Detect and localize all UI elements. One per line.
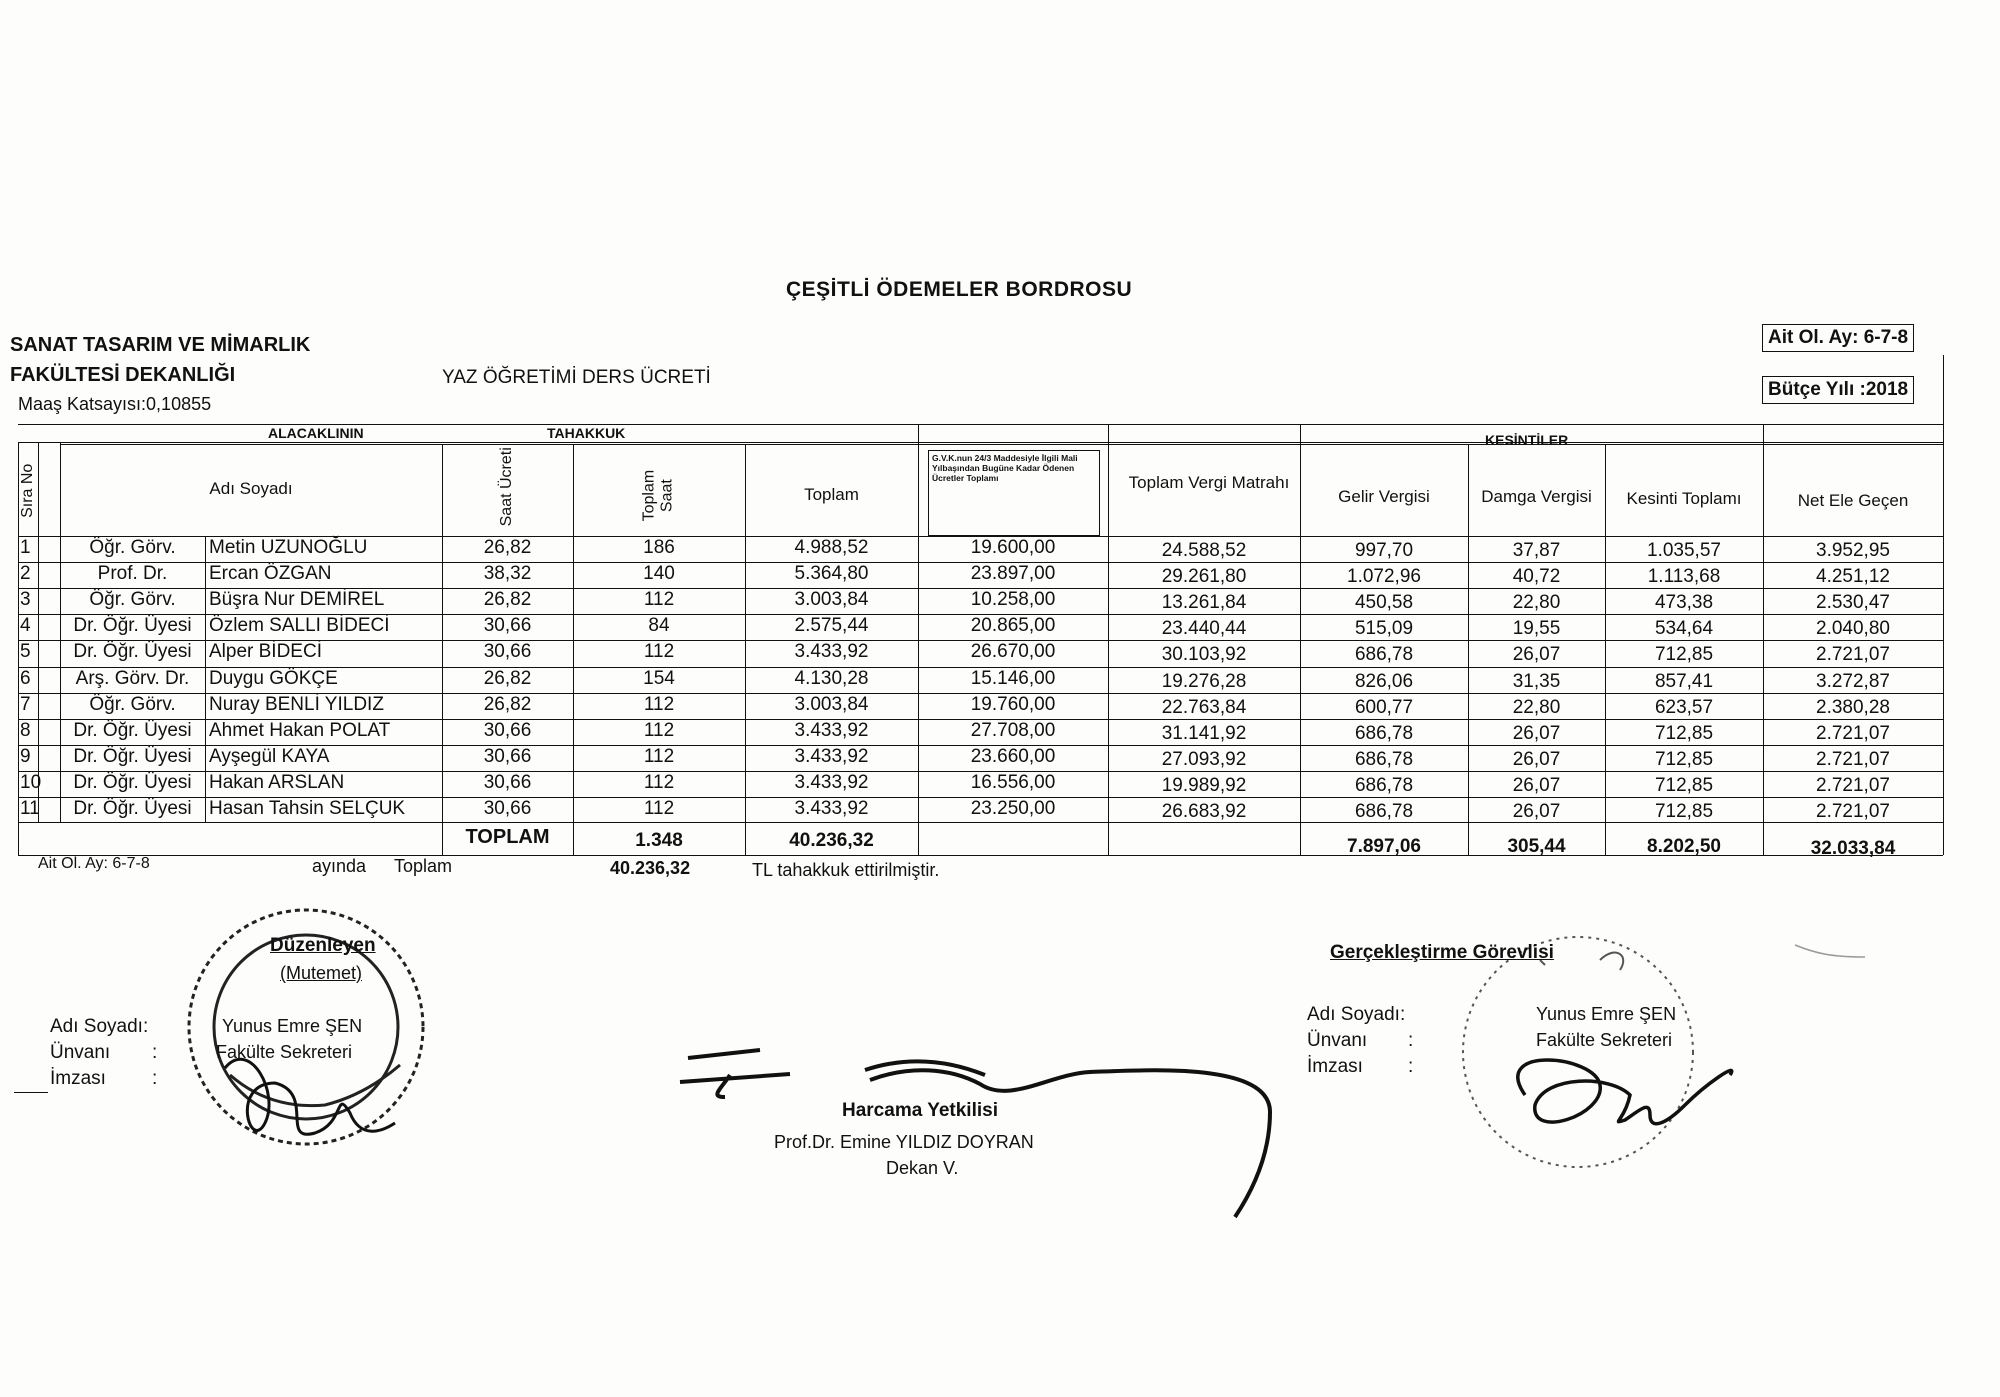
cell-title: Öğr. Görv. [89, 693, 176, 715]
cell-ded: 623,57 [1654, 696, 1714, 718]
totals-label: TOPLAM [465, 826, 550, 848]
cell-hours: 112 [643, 745, 675, 767]
cell-hours: 112 [643, 693, 675, 715]
totals-stamp-tax: 305,44 [1507, 836, 1566, 857]
cell-net: 2.721,07 [1816, 722, 1890, 744]
cell-title: Arş. Görv. Dr. [75, 667, 190, 689]
cell-gvk: 10.258,00 [970, 589, 1056, 611]
cell-rate: 30,66 [483, 771, 532, 793]
cell-base: 31.141,92 [1161, 722, 1247, 744]
cell-stamp: 26,07 [1512, 801, 1561, 822]
cell-no: 9 [20, 745, 31, 767]
cell-rate: 30,66 [483, 641, 532, 663]
cell-stamp: 26,07 [1512, 644, 1561, 666]
col-header-income-tax: Gelir Vergisi [1338, 487, 1430, 506]
cell-net: 3.952,95 [1816, 540, 1890, 561]
group-deductions: KESİNTİLER [1485, 432, 1569, 448]
footer-tail: TL tahakkuk ettirilmiştir. [752, 860, 940, 880]
right-signer-name: Yunus Emre ŞEN [1536, 1004, 1677, 1024]
col-header-deduction-total: Kesinti Toplamı [1626, 489, 1742, 508]
cell-base: 23.440,44 [1161, 618, 1247, 640]
footer-month: Ait Ol. Ay: 6-7-8 [38, 855, 150, 872]
cell-gvk: 16.556,00 [970, 771, 1056, 793]
cell-rate: 30,66 [483, 745, 532, 767]
cell-stamp: 26,07 [1512, 748, 1561, 770]
cell-hours: 112 [643, 798, 675, 819]
cell-hours: 112 [643, 719, 675, 741]
cell-ded: 712,85 [1654, 722, 1714, 744]
cell-gvk: 23.897,00 [970, 563, 1056, 585]
cell-title: Dr. Öğr. Üyesi [73, 745, 192, 767]
cell-no: 7 [20, 693, 31, 715]
left-sign-colon: : [152, 1068, 158, 1089]
col-header-net: Net Ele Geçen [1797, 491, 1909, 510]
cell-rate: 38,32 [483, 563, 532, 585]
cell-title: Dr. Öğr. Üyesi [73, 771, 192, 793]
cell-ded: 1.113,68 [1647, 566, 1721, 588]
cell-income: 686,78 [1354, 748, 1414, 770]
cell-total: 3.433,92 [794, 641, 869, 663]
cell-income: 826,06 [1354, 670, 1414, 692]
right-sign-title: Gerçekleştirme Görevlisi [1330, 942, 1554, 963]
cell-stamp: 26,07 [1512, 722, 1561, 744]
cell-total: 3.003,84 [794, 693, 869, 715]
cell-ded: 857,41 [1654, 670, 1714, 692]
cell-base: 22.763,84 [1161, 696, 1247, 718]
middle-signer-name: Prof.Dr. Emine YILDIZ DOYRAN [774, 1132, 1034, 1152]
totals-hours: 1.348 [635, 830, 683, 851]
cell-base: 27.093,92 [1161, 748, 1247, 770]
middle-signer-role: Dekan V. [886, 1158, 959, 1178]
cell-title: Prof. Dr. [97, 563, 168, 585]
cell-name: Alper BİDECİ [209, 641, 322, 663]
cell-income: 515,09 [1354, 618, 1414, 640]
left-title-label: Ünvanı [50, 1042, 111, 1063]
cell-gvk: 23.660,00 [970, 745, 1056, 767]
cell-net: 2.380,28 [1816, 696, 1890, 718]
middle-sign-title: Harcama Yetkilisi [842, 1100, 998, 1121]
cell-income: 997,70 [1354, 540, 1414, 561]
cell-hours: 112 [643, 641, 675, 663]
footer-month-suffix: ayında [312, 856, 367, 876]
cell-total: 4.988,52 [794, 537, 869, 558]
cell-base: 19.989,92 [1161, 774, 1247, 796]
cell-total: 3.433,92 [794, 798, 869, 819]
cell-no: 4 [20, 615, 31, 637]
footer-total-label: Toplam [394, 856, 453, 876]
cell-name: Ahmet Hakan POLAT [209, 719, 391, 741]
cell-income: 686,78 [1354, 644, 1414, 666]
cell-gvk: 15.146,00 [970, 667, 1056, 689]
totals-deduction-total: 8.202,50 [1647, 836, 1721, 857]
cell-gvk: 20.865,00 [970, 615, 1056, 637]
cell-income: 450,58 [1354, 592, 1414, 614]
cell-name: Metin UZUNOĞLU [209, 537, 368, 558]
cell-name: Hakan ARSLAN [209, 771, 345, 793]
right-name-label: Adı Soyadı: [1307, 1004, 1406, 1025]
cell-title: Dr. Öğr. Üyesi [73, 719, 192, 741]
cell-ded: 473,38 [1654, 592, 1714, 614]
cell-net: 2.721,07 [1816, 644, 1890, 666]
footer-total-amount: 40.236,32 [610, 858, 691, 878]
col-header-name: Adı Soyadı [209, 479, 293, 498]
cell-no: 11 [20, 798, 40, 819]
left-signer-name: Yunus Emre ŞEN [222, 1016, 363, 1036]
cell-stamp: 26,07 [1512, 774, 1561, 796]
cell-base: 19.276,28 [1161, 670, 1247, 692]
cell-income: 1.072,96 [1347, 566, 1421, 588]
cell-stamp: 31,35 [1512, 670, 1561, 692]
cell-title: Dr. Öğr. Üyesi [73, 615, 192, 637]
org-name-line1: SANAT TASARIM VE MİMARLIK [10, 334, 311, 356]
left-sign-sub: (Mutemet) [280, 963, 363, 983]
budget-year: Bütçe Yılı :2018 [1762, 376, 1914, 404]
cell-hours: 84 [648, 615, 670, 637]
cell-rate: 30,66 [483, 798, 532, 819]
cell-gvk: 26.670,00 [970, 641, 1056, 663]
cell-gvk: 19.600,00 [970, 537, 1056, 558]
cell-stamp: 37,87 [1512, 540, 1561, 561]
document-title: ÇEŞİTLİ ÖDEMELER BORDROSU [786, 278, 1133, 301]
right-signer-role: Fakülte Sekreteri [1536, 1030, 1673, 1050]
cell-no: 10 [20, 771, 42, 793]
cell-no: 2 [20, 563, 31, 585]
cell-stamp: 40,72 [1512, 566, 1561, 588]
cell-hours: 140 [643, 563, 675, 585]
left-name-label: Adı Soyadı: [50, 1016, 149, 1037]
cell-rate: 30,66 [483, 615, 532, 637]
cell-rate: 26,82 [483, 667, 532, 689]
col-header-tax-base: Toplam Vergi Matrahı [1128, 473, 1290, 492]
salary-coefficient: Maaş Katsayısı:0,10855 [18, 394, 212, 414]
cell-name: Büşra Nur DEMİREL [209, 589, 385, 611]
cell-income: 686,78 [1354, 801, 1414, 822]
cell-title: Öğr. Görv. [89, 589, 176, 611]
cell-name: Duygu GÖKÇE [209, 667, 338, 689]
cell-ded: 712,85 [1654, 774, 1714, 796]
cell-gvk: 27.708,00 [970, 719, 1056, 741]
cell-base: 13.261,84 [1161, 592, 1247, 614]
cell-net: 2.721,07 [1816, 748, 1890, 770]
col-header-stamp-tax: Damga Vergisi [1481, 487, 1592, 506]
cell-income: 600,77 [1354, 696, 1414, 718]
cell-base: 24.588,52 [1161, 540, 1247, 561]
col-header-gvk: G.V.K.nun 24/3 Maddesiyle İlgili Mali Yılbaşından Bugüne Kadar Ödenen Ücretler Toplamı [928, 450, 1100, 536]
group-accrual: TAHAKKUK [547, 425, 626, 441]
org-name-line2: FAKÜLTESİ DEKANLIĞI [10, 364, 236, 386]
cell-ded: 534,64 [1654, 618, 1714, 640]
right-title-label: Ünvanı [1307, 1030, 1368, 1051]
col-header-hours: Toplam Saat [640, 469, 675, 522]
cell-net: 2.721,07 [1816, 774, 1890, 796]
cell-base: 26.683,92 [1161, 801, 1247, 822]
left-signature [225, 1059, 395, 1134]
group-recipient: ALACAKLININ [268, 425, 364, 441]
cell-net: 2.040,80 [1816, 618, 1890, 640]
cell-net: 3.272,87 [1816, 670, 1890, 692]
month-box: Ait Ol. Ay: 6-7-8 [1762, 324, 1914, 352]
cell-ded: 712,85 [1654, 748, 1714, 770]
cell-rate: 26,82 [483, 537, 532, 558]
col-header-total: Toplam [804, 485, 859, 504]
cell-stamp: 19,55 [1512, 618, 1561, 640]
cell-rate: 30,66 [483, 719, 532, 741]
cell-ded: 712,85 [1654, 644, 1714, 666]
cell-total: 4.130,28 [794, 667, 869, 689]
cell-title: Öğr. Görv. [89, 537, 176, 558]
left-sign-label: İmzası [50, 1068, 106, 1089]
cell-base: 29.261,80 [1161, 566, 1247, 588]
left-sign-title: Düzenleyen [270, 935, 376, 956]
cell-ded: 712,85 [1654, 801, 1714, 822]
right-signature [1518, 1060, 1732, 1124]
cell-name: Ayşegül KAYA [209, 745, 330, 767]
right-sign-label: İmzası [1307, 1056, 1363, 1077]
cell-no: 3 [20, 589, 31, 611]
payment-type: YAZ ÖĞRETİMİ DERS ÜCRETİ [442, 367, 711, 388]
cell-hours: 112 [643, 771, 675, 793]
cell-no: 8 [20, 719, 31, 741]
cell-net: 2.721,07 [1816, 801, 1890, 822]
cell-no: 5 [20, 641, 31, 663]
cell-gvk: 23.250,00 [970, 798, 1056, 819]
cell-name: Hasan Tahsin SELÇUK [209, 798, 406, 819]
cell-rate: 26,82 [483, 589, 532, 611]
cell-name: Özlem SALLI BİDECİ [209, 615, 390, 637]
right-seal [1463, 937, 1693, 1167]
totals-income-tax: 7.897,06 [1347, 836, 1421, 857]
cell-net: 2.530,47 [1816, 592, 1890, 614]
cell-total: 5.364,80 [794, 563, 869, 585]
cell-ded: 1.035,57 [1647, 540, 1721, 561]
cell-gvk: 19.760,00 [970, 693, 1056, 715]
cell-total: 3.433,92 [794, 745, 869, 767]
right-title-colon: : [1408, 1030, 1414, 1051]
cell-net: 4.251,12 [1816, 566, 1890, 588]
cell-rate: 26,82 [483, 693, 532, 715]
cell-stamp: 22,80 [1512, 696, 1561, 718]
cell-title: Dr. Öğr. Üyesi [73, 798, 192, 819]
cell-name: Nuray BENLİ YILDIZ [209, 693, 384, 715]
totals-total: 40.236,32 [789, 830, 874, 851]
cell-total: 2.575,44 [794, 615, 869, 637]
cell-no: 1 [20, 537, 31, 558]
left-signer-role: Fakülte Sekreteri [216, 1042, 353, 1062]
left-title-colon: : [152, 1042, 158, 1063]
cell-income: 686,78 [1354, 722, 1414, 744]
col-header-no: Sıra No [19, 463, 37, 518]
cell-base: 30.103,92 [1161, 644, 1247, 666]
cell-total: 3.003,84 [794, 589, 869, 611]
cell-total: 3.433,92 [794, 771, 869, 793]
cell-hours: 186 [643, 537, 675, 558]
right-sign-colon: : [1408, 1056, 1414, 1077]
cell-hours: 112 [643, 589, 675, 611]
totals-net: 32.033,84 [1810, 838, 1896, 859]
cell-stamp: 22,80 [1512, 592, 1561, 614]
cell-hours: 154 [643, 667, 675, 689]
cell-title: Dr. Öğr. Üyesi [73, 641, 192, 663]
cell-total: 3.433,92 [794, 719, 869, 741]
cell-income: 686,78 [1354, 774, 1414, 796]
col-header-rate: Saat Ücreti [498, 447, 516, 527]
cell-name: Ercan ÖZGAN [209, 563, 332, 585]
cell-no: 6 [20, 667, 31, 689]
